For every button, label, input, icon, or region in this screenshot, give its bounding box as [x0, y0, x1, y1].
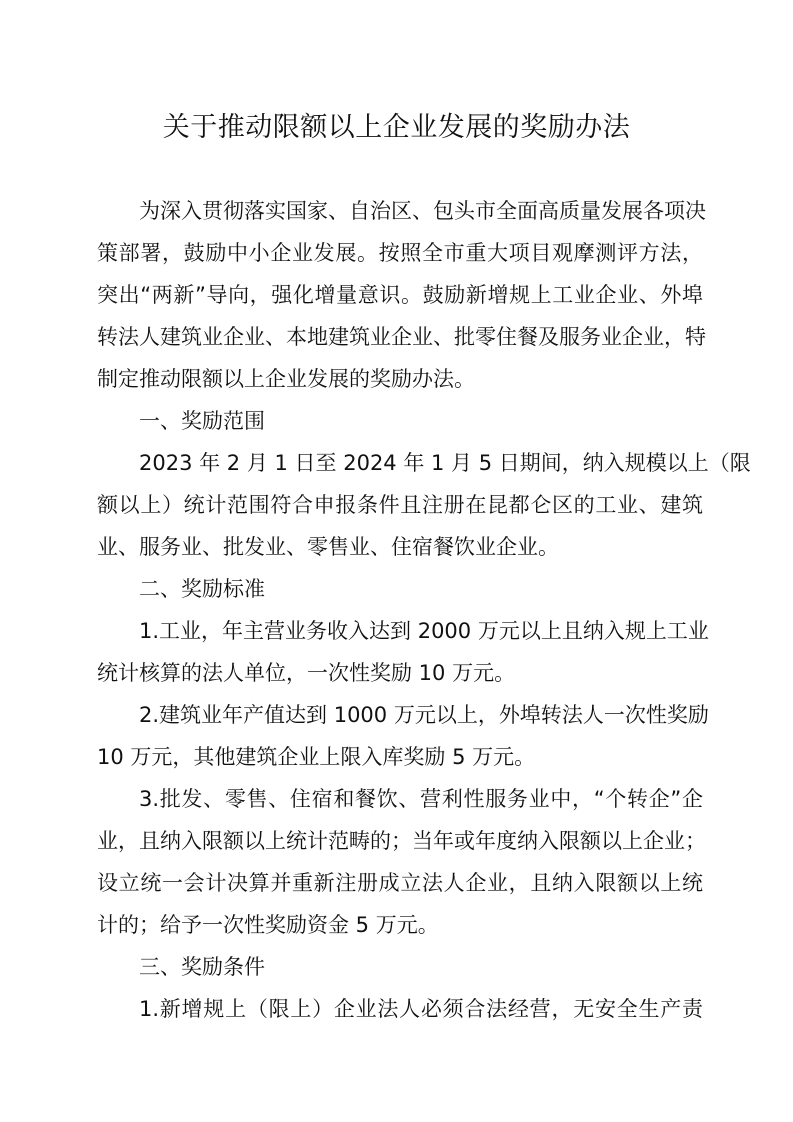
text-line: 业，且纳入限额以上统计范畴的；当年或年度纳入限额以上企业；: [97, 829, 706, 853]
section-heading: 一、奖励范围: [139, 409, 265, 433]
text-line: 制定推动限额以上企业发展的奖励办法。: [97, 367, 475, 391]
text-line: 1.新增规上（限上）企业法人必须合法经营，无安全生产责: [139, 997, 703, 1021]
text-line: 突出“两新”导向，强化增量意识。鼓励新增规上工业企业、外埠: [97, 283, 703, 307]
section-heading: 二、奖励标准: [139, 577, 265, 601]
text-line: 为深入贯彻落实国家、自治区、包头市全面高质量发展各项决: [139, 199, 706, 223]
section-heading: 三、奖励条件: [139, 955, 265, 979]
text-line: 统计核算的法人单位，一次性奖励 10 万元。: [97, 661, 516, 685]
text-line: 3.批发、零售、住宿和餐饮、营利性服务业中，“个转企”企: [139, 787, 703, 811]
text-line: 转法人建筑业企业、本地建筑业企业、批零住餐及服务业企业，特: [97, 325, 706, 349]
text-line: 计的；给予一次性奖励资金 5 万元。: [97, 913, 439, 937]
text-line: 10 万元，其他建筑企业上限入库奖励 5 万元。: [97, 745, 536, 769]
document-body: [97, 190, 751, 1030]
text-line: 策部署，鼓励中小企业发展。按照全市重大项目观摩测评方法，: [97, 241, 703, 265]
text-line: 2023 年 2 月 1 日至 2024 年 1 月 5 日期间，纳入规模以上（限: [139, 451, 751, 475]
text-line: 设立统一会计决算并重新注册成立法人企业，且纳入限额以上统: [97, 871, 703, 895]
text-line: 额以上）统计范围符合申报条件且注册在昆都仑区的工业、建筑: [97, 493, 703, 517]
text-line: 2.建筑业年产值达到 1000 万元以上，外埠转法人一次性奖励: [139, 703, 709, 727]
text-line: 业、服务业、批发业、零售业、住宿餐饮业企业。: [97, 535, 559, 559]
text-line: 1.工业，年主营业务收入达到 2000 万元以上且纳入规上工业: [139, 619, 709, 643]
document-title: 关于推动限额以上企业发展的奖励办法: [162, 112, 631, 143]
